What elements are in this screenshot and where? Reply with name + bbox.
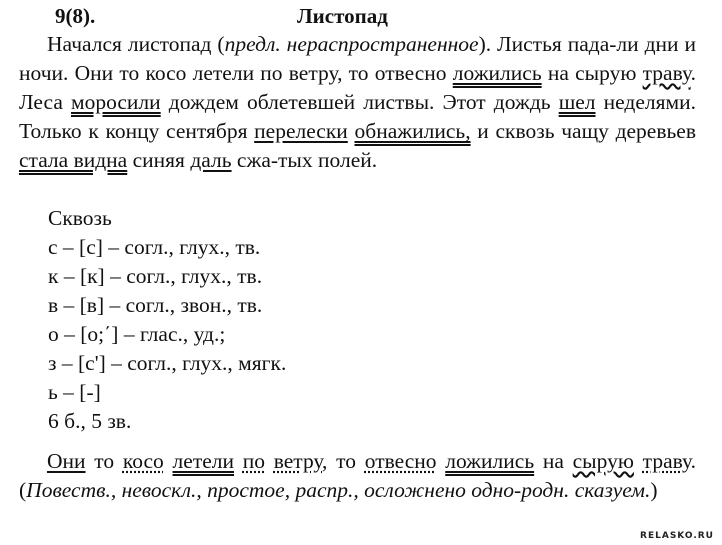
analysis-summary: 6 б., 5 зв. <box>48 409 132 433</box>
analysis-word: Сквозь <box>48 206 112 230</box>
adverbial-word: ветру <box>273 449 323 473</box>
text-segment: неделями. Только к концу сентября <box>19 90 696 143</box>
underlined-word: траву <box>642 61 691 85</box>
text-segment <box>164 449 173 473</box>
adverbial-word: траву <box>642 449 691 473</box>
text-title: Листопад <box>297 4 388 28</box>
analysis-row: к – [к] – согл., глух., тв. <box>48 264 263 288</box>
text-segment: ) <box>650 478 658 502</box>
paragraph-main <box>19 30 696 175</box>
analysis-row: с – [с] – согл., глух., тв. <box>48 235 261 259</box>
attribute-word: сырую <box>572 449 634 473</box>
text-segment: дождем облетевшей листвы. Этот дождь <box>160 90 559 114</box>
predicate-word: ложились <box>445 449 535 473</box>
text-segment: ). Листья пада-ли дни и ночи. Они то косо летели по ветру, то отвесно <box>19 32 696 85</box>
predicate-word: летели <box>172 449 234 473</box>
analysis-row: ь – [-] <box>48 380 101 404</box>
adverbial-word: по <box>242 449 265 473</box>
analysis-row: в – [в] – согл., звон., тв. <box>48 293 263 317</box>
subject-word: перелески <box>254 119 348 143</box>
subject-word: Они <box>47 449 86 473</box>
predicate-word: стала видна <box>19 148 128 172</box>
text-segment: сжа-тых полей. <box>231 148 378 172</box>
text-segment <box>265 449 274 473</box>
text-segment <box>234 449 243 473</box>
predicate-word: ложились <box>452 61 542 85</box>
text-segment: и сквозь чащу деревьев <box>470 119 696 143</box>
phonetic-analysis <box>48 204 286 436</box>
predicate-word: шел <box>558 90 596 114</box>
text-segment: на сырую <box>541 61 643 85</box>
watermark: RELASKO.RU <box>640 531 714 541</box>
analysis-row: з – [с'] – согл., глух., мягк. <box>48 351 287 375</box>
text-segment: Начался листопад ( <box>47 32 225 56</box>
adverbial-word: косо <box>122 449 164 473</box>
text-segment: на <box>534 449 573 473</box>
sentence-characteristic: Повеств., невоскл., простое, распр., осложнено одно-родн. сказуем. <box>26 478 651 502</box>
text-segment: то <box>85 449 123 473</box>
subject-word: даль <box>190 148 232 172</box>
text-segment: . ( <box>19 449 696 502</box>
text-segment: синяя <box>127 148 191 172</box>
sentence-note: предл. нераспространенное <box>224 32 479 56</box>
text-segment <box>634 449 643 473</box>
text-segment <box>437 449 446 473</box>
predicate-word: обнажились, <box>354 119 471 143</box>
exercise-number: 9(8). <box>55 4 96 28</box>
paragraph-syntax <box>19 447 696 505</box>
adverbial-word: отвесно <box>364 449 437 473</box>
header <box>55 2 702 30</box>
text-segment: . Леса <box>19 61 696 114</box>
analysis-row: о – [о;΄] – глас., уд.; <box>48 322 226 346</box>
text-segment: , то <box>322 449 365 473</box>
predicate-word: моросили <box>70 90 161 114</box>
